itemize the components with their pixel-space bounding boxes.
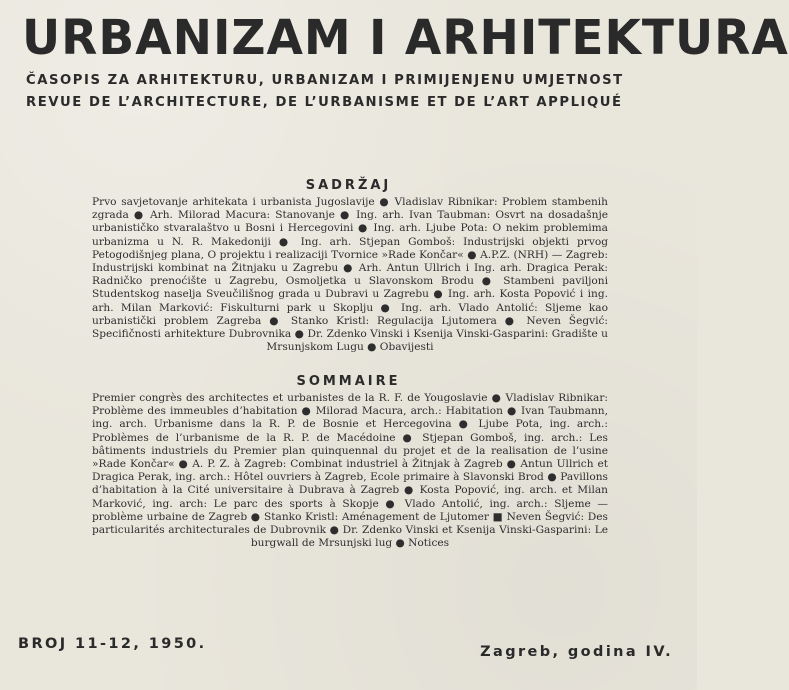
journal-subtitle-french: REVUE DE L’ARCHITECTURE, DE L’URBANISME ET DE L’ART APPLIQUÉ: [26, 95, 623, 110]
issue-number: BROJ 11-12, 1950.: [18, 636, 207, 652]
sommaire-contents-text: Premier congrès des architectes et urbanistes de la R. F. de Yougoslavie ● Vladislav Ribnikar: Problème des immeubles d’habitation ● Milorad Macura, arch.: Habitation ● Ivan Taubmann, ing. arch. Urbanisme dans la R. P. de Bosnie et Hercegovina ● Ljube Pota, ing. arch.: Problèmes de l’urbanisme de la R. P. de Macédoine ● Stjepan Gomboš, ing. arch.: Les bâtiments industriels du Premier plan quinquennal du projet et de la realisation de l’usine »Rade Končar« ● A. P. Z. à Zagreb: Combinat industriel à Žitnjak à Zagreb ● Antun Ullrich et Dragica Perak, ing. arch.: Hôtel ouvriers à Zagreb, Ecole primaire à Slavonski Brod ● Pavillons d’habitation à la Cité universitaire à Dubrava à Zagreb ● Kosta Popović, ing. arch. et Milan Marković, ing. arch: Le parc des sports à Skopje ● Vlado Antolić, ing. arch.: Sljeme — problème urbaine de Zagreb ● Stanko Kristl: Aménagement de Ljutomer ■ Neven Šegvić: Des particularités architecturales de Dubrovnik ● Dr. Zdenko Vinski et Ksenija Vinski-Gasparini: Le burgwall de Mrsunjski lug ● Notices: [92, 392, 608, 550]
publication-place-year: Zagreb, godina IV.: [480, 644, 673, 660]
sommaire-heading: SOMMAIRE: [296, 374, 401, 389]
sadrzaj-heading: SADRŽAJ: [305, 178, 392, 193]
sadrzaj-contents-text: Prvo savjetovanje arhitekata i urbanista Jugoslavije ● Vladislav Ribnikar: Problem stambenih zgrada ● Arh. Milorad Macura: Stanovanje ● Ing. arh. Ivan Taubman: Osvrt na dosadašnje urbanističko stvaralaštvo u Bosni i Hercegovini ● Ing. arh. Ljube Pota: O nekim problemima urbanizma u N. R. Makedoniji ● Ing. arh. Stjepan Gomboš: Industrijski objekti prvog Petogodišnjeg plana, O projektu i realizaciji Tvornice »Rade Končar« ● A.P.Z. (NRH) — Zagreb: Industrijski kombinat na Žitnjaku u Zagrebu ● Arh. Antun Ullrich i Ing. arh. Dragica Perak: Radničko prenoćište u Zagrebu, Osmoljetka u Slavonskom Brodu ● Stambeni paviljoni Studentskog naselja Sveučilišnog grada u Dubravi u Zagrebu ● Ing. arh. Kosta Popović i ing. arh. Milan Marković: Fiskulturni park u Skoplju ● Ing. arh. Vlado Antolić: Sljeme kao urbanistički problem Zagreba ● Stanko Kristl: Regulacija Ljutomera ● Neven Šegvić: Specifičnosti arhitekture Dubrovnika ● Dr. Zdenko Vinski i Ksenija Vinski-Gasparini: Gradište u Mrsunjskom Lugu ● Obavijesti: [92, 196, 608, 354]
journal-title: URBANIZAM I ARHITEKTURA: [22, 10, 789, 66]
journal-subtitle-croatian: ČASOPIS ZA ARHITEKTURU, URBANIZAM I PRIMIJENJENU UMJETNOST: [26, 73, 624, 88]
